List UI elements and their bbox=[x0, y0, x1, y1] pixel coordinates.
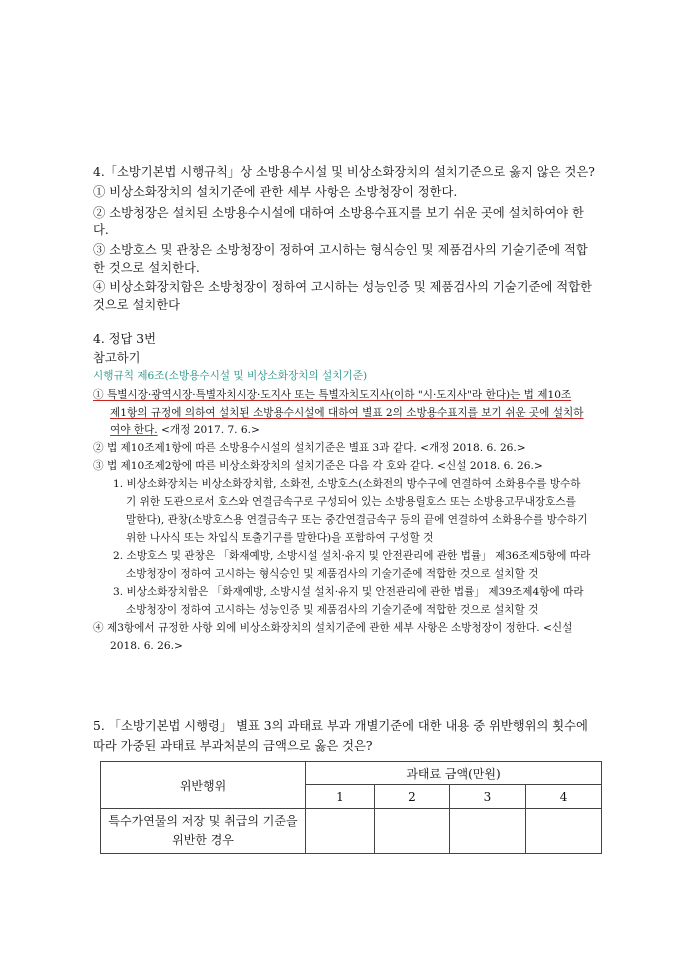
ref-item-2-line-1: 2. 소방호스 및 관창은 「화재예방, 소방시설 설치·유지 및 안전관리에 관한 법률」 제36조제5항에 따라 bbox=[113, 550, 591, 562]
ref-item-1-line-1: 1. 비상소화장치는 비상소화장치함, 소화전, 소방호스(소화전의 방수구에 연결하여 소화용수를 방수하 bbox=[113, 478, 581, 490]
ref-item-1-line-2: 기 위한 도관으로서 호스와 연결금속구로 구성되어 있는 소방용릴호스 또는 소방용고무내장호스를 bbox=[126, 496, 576, 508]
ref-paragraph-1-line-3 bbox=[110, 422, 260, 438]
header-count-2: 2 bbox=[375, 785, 450, 809]
header-fine-amount: 과태료 금액(만원) bbox=[306, 762, 602, 785]
ref-paragraph-1-line-2: 제1항의 규정에 의하여 설치된 소방용수시설에 대하여 별표 2의 소방용수표지를 보기 쉬운 곳에 설치하 bbox=[110, 407, 584, 419]
q4-option-4-line-1: ④ 비상소화장치함은 소방청장이 정하여 고시하는 성능인증 및 제품검사의 기술기준에 적합한 bbox=[93, 280, 592, 294]
fine-cell-4 bbox=[526, 809, 602, 854]
ref-paragraph-4-line-1: ④ 제3항에서 규정한 사항 외에 비상소화장치의 설치기준에 관한 세부 사항은 소방청장이 정한다. <신설 bbox=[93, 622, 573, 634]
ref-item-2-line-2: 소방청장이 정하여 고시하는 형식승인 및 제품검사의 기술기준에 적합한 것으로 설치할 것 bbox=[126, 568, 539, 580]
q4-option-2-line-2: 다. bbox=[93, 223, 109, 237]
reference-title: 시행규칙 제6조(소방용수시설 및 비상소화장치의 설치기준) bbox=[93, 370, 368, 382]
q4-option-3-line-2: 한 것으로 설치한다. bbox=[93, 261, 200, 275]
ref-item-1-line-3: 말한다), 관창(소방호스용 연결금속구 또는 중간연결금속구 등의 끝에 연결하여 소화용수를 방수하기 bbox=[126, 514, 588, 526]
header-violation: 위반행위 bbox=[101, 762, 306, 809]
fine-cell-3 bbox=[450, 809, 526, 854]
header-count-1: 1 bbox=[306, 785, 375, 809]
ref-paragraph-4-line-2: 2018. 6. 26.> bbox=[110, 640, 183, 652]
ref-paragraph-1-amend-note: <개정 2017. 7. 6.> bbox=[157, 424, 260, 436]
q5-stem-line-1: 5. 「소방기본법 시행령」 별표 3의 과태료 부과 개별기준에 대한 내용 중 위반행위의 횟수에 bbox=[93, 719, 588, 733]
fine-cell-1 bbox=[306, 809, 375, 854]
ref-paragraph-1-line-1: ① 특별시장·광역시장·특별자치시장·도지사 또는 특별자치도지사(이하 "시·도지사"라 한다)는 법 제10조 bbox=[93, 389, 572, 401]
q4-stem: 4.「소방기본법 시행규칙」상 소방용수시설 및 비상소화장치의 설치기준으로 옳지 않은 것은? bbox=[93, 165, 595, 179]
violation-cell bbox=[101, 809, 306, 854]
ref-item-3-line-2: 소방청장이 정하여 고시하는 성능인증 및 제품검사의 기술기준에 적합한 것으로 설치할 것 bbox=[126, 604, 539, 616]
violation-line-2: 위반한 경우 bbox=[172, 833, 234, 847]
q4-option-2-line-1: ② 소방청장은 설치된 소방용수시설에 대하여 소방용수표지를 보기 쉬운 곳에 설치하여야 한 bbox=[93, 206, 584, 220]
ref-item-1-line-4: 위한 나사식 또는 차입식 토출기구를 말한다)을 포함하여 구성할 것 bbox=[126, 532, 434, 544]
ref-paragraph-2: ② 법 제10조제1항에 따른 소방용수시설의 설치기준은 별표 3과 같다. <개정 2018. 6. 26.> bbox=[93, 442, 526, 454]
header-count-3: 3 bbox=[450, 785, 526, 809]
ref-paragraph-1-underlined-end: 여야 한다. bbox=[110, 424, 158, 436]
q4-option-4-line-2: 것으로 설치한다 bbox=[93, 298, 181, 312]
header-count-4: 4 bbox=[526, 785, 602, 809]
answer-line: 4. 정답 3번 bbox=[93, 332, 157, 346]
fine-table bbox=[100, 761, 602, 854]
table-row bbox=[101, 809, 602, 854]
fine-cell-2 bbox=[375, 809, 450, 854]
ref-item-3-line-1: 3. 비상소화장치함은 「화재예방, 소방시설 설치·유지 및 안전관리에 관한 법률」 제39조제4항에 따라 bbox=[113, 586, 584, 598]
reference-label: 참고하기 bbox=[93, 351, 141, 365]
violation-line-1: 특수가연물의 저장 및 취급의 기준을 bbox=[108, 814, 298, 828]
q4-option-3-line-1: ③ 소방호스 및 관창은 소방청장이 정하여 고시하는 형식승인 및 제품검사의 기술기준에 적합 bbox=[93, 243, 588, 257]
q5-stem-line-2: 따라 가중된 과태료 부과처분의 금액으로 옳은 것은? bbox=[93, 739, 373, 753]
ref-paragraph-3: ③ 법 제10조제2항에 따른 비상소화장치의 설치기준은 다음 각 호와 같다. <신설 2018. 6. 26.> bbox=[93, 460, 543, 472]
q4-option-1: ① 비상소화장치의 설치기준에 관한 세부 사항은 소방청장이 정한다. bbox=[93, 185, 458, 199]
